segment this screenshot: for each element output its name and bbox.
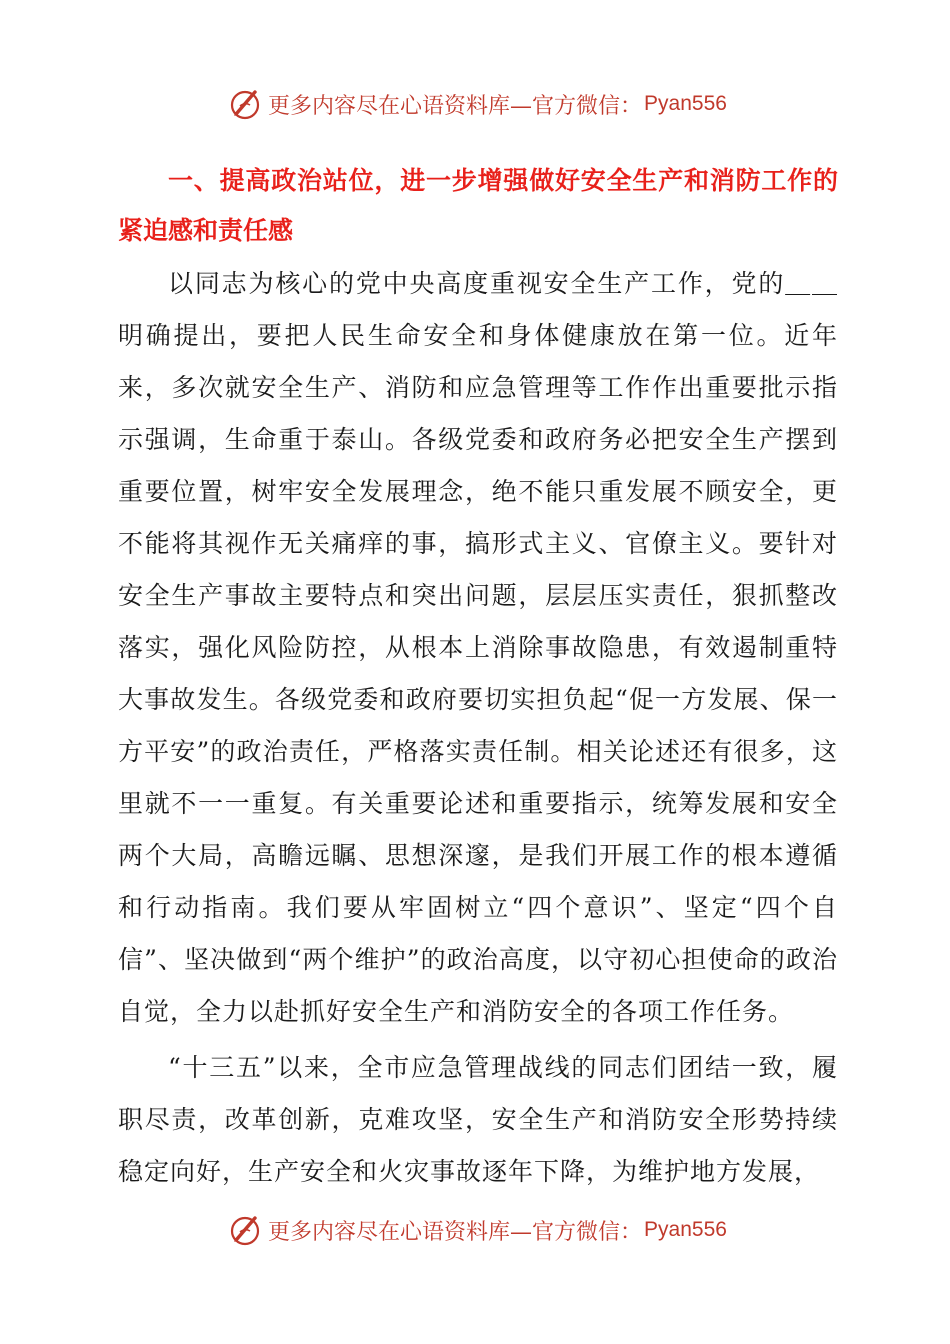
- section-heading: 一、提高政治站位，进一步增强做好安全生产和消防工作的紧迫感和责任感: [118, 166, 838, 245]
- banner-wechat-label: 官方微信：: [532, 93, 643, 119]
- banner-wechat-label: 官方微信：: [532, 1219, 643, 1245]
- banner-wechat-id: Pyan556: [644, 92, 727, 115]
- banner-wechat-id: Pyan556: [644, 1218, 727, 1241]
- footer-watermark-banner: [228, 1210, 727, 1250]
- body-paragraph-2: “十三五”以来，全市应急管理战线的同志们团结一致，履职尽责，改革创新，克难攻坚，安全生产和消防安全形势持续稳定向好，生产安全和火灾事故逐年下降，为维护地方发展，: [118, 1053, 838, 1186]
- header-watermark-banner: [228, 84, 727, 124]
- pen-circle-logo-icon: [228, 1212, 264, 1248]
- body-paragraph-1: 以同志为核心的党中央高度重视安全生产工作，党的＿＿明确提出，要把人民生命安全和身体健康放在第一位。近年来，多次就安全生产、消防和应急管理等工作作出重要批示指示强调，生命重于泰山。各级党委和政府务必把安全生产摆到重要位置，树牢安全发展理念，绝不能只重发展不顾安全，更不能将其视作无关痛痒的事，搞形式主义、官僚主义。要针对安全生产事故主要特点和突出问题，层层压实责任，狠抓整改落实，强化风险防控，从根本上消除事故隐患，有效遏制重特大事故发生。各级党委和政府要切实担负起“促一方发展、保一方平安”的政治责任，严格落实责任制。相关论述还有很多，这里就不一一重复。有关重要论述和重要指示，统筹发展和安全两个大局，高瞻远瞩、思想深邃，是我们开展工作的根本遵循和行动指南。我们要从牢固树立“四个意识”、坚定“四个自信”、坚决做到“两个维护”的政治高度，以守初心担使命的政治自觉，全力以赴抓好安全生产和消防安全的各项工作任务。: [118, 269, 838, 1026]
- banner-text: 更多内容尽在心语资料库—: [268, 1219, 533, 1245]
- pen-circle-logo-icon: [228, 86, 264, 122]
- banner-text: 更多内容尽在心语资料库—: [268, 93, 533, 119]
